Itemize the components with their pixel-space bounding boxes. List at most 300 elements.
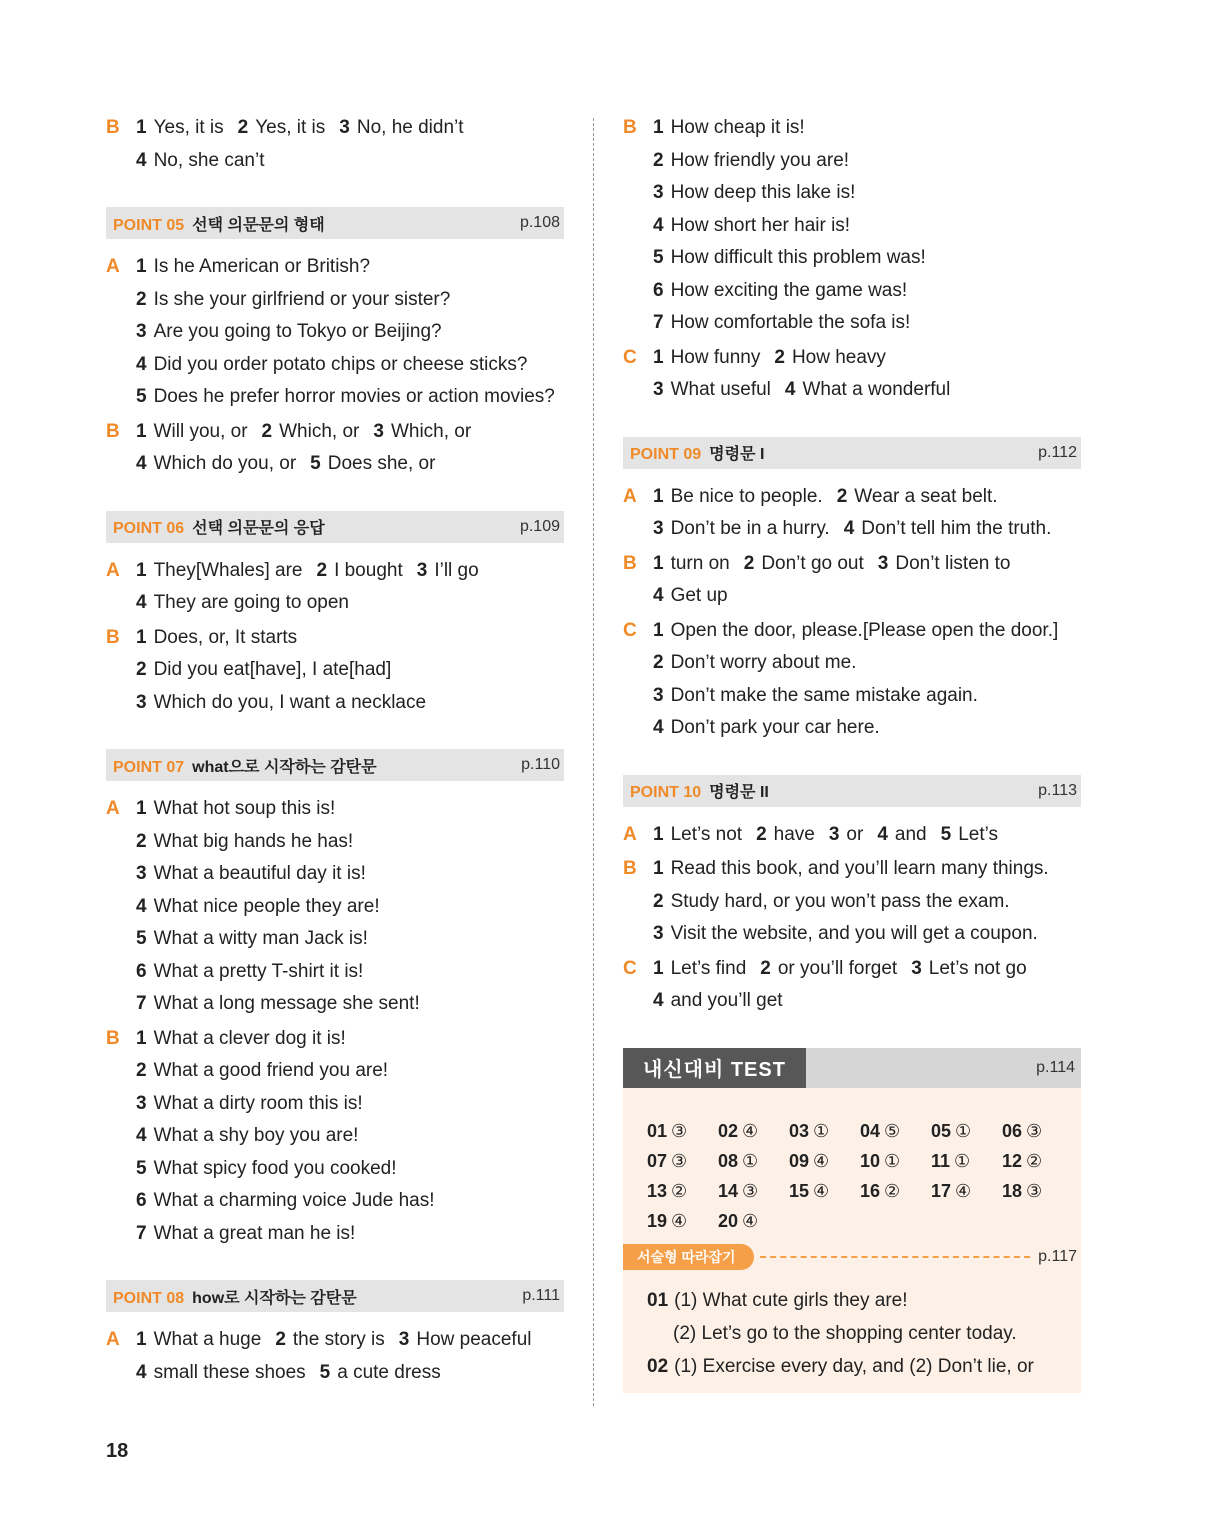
item-text: Are you going to Tokyo or Beijing? — [153, 321, 442, 342]
item-text: Wear a seat belt. — [854, 485, 998, 507]
item-text: a cute dress — [337, 1361, 441, 1383]
answer-line — [653, 680, 1081, 713]
answer-line — [136, 112, 564, 145]
item-text: Don’t be in a hurry. — [670, 518, 830, 539]
answer-line — [653, 177, 1081, 210]
right-column — [623, 112, 1081, 1393]
answer-line — [653, 242, 1081, 275]
answer-line — [653, 513, 1081, 546]
answer-group — [106, 1324, 564, 1389]
item-text: What a shy boy you are! — [153, 1125, 359, 1146]
answer-line — [136, 381, 564, 414]
answer-item — [837, 486, 998, 507]
answer-item — [653, 215, 850, 236]
page-ref: p.113 — [1038, 781, 1077, 799]
group-letter: B — [623, 117, 637, 138]
answer-item — [262, 421, 360, 442]
item-number: 1 — [136, 117, 147, 138]
answer-item — [136, 1093, 363, 1114]
answer-item — [136, 354, 527, 375]
test-answer — [1002, 1178, 1073, 1204]
page-ref: p.111 — [522, 1287, 560, 1304]
answer-choice: ③ — [671, 1120, 688, 1141]
section-header — [106, 207, 564, 239]
group-letter: B — [106, 1027, 120, 1049]
item-number: 1 — [653, 117, 664, 138]
answer-item — [136, 421, 248, 442]
item-number: 4 — [653, 214, 664, 236]
test-answer — [718, 1208, 789, 1234]
answer-line — [136, 145, 564, 178]
item-text: What a witty man Jack is! — [153, 928, 368, 949]
section-title: 선택 의문문의 형태 — [192, 216, 325, 234]
test-answer — [860, 1118, 931, 1144]
item-text: Don’t make the same mistake again. — [670, 684, 978, 706]
item-text: Will you, or — [153, 420, 248, 442]
section-title: how로 시작하는 감탄문 — [192, 1289, 357, 1307]
answer-item — [653, 891, 1010, 912]
answer-choice: ③ — [742, 1180, 759, 1201]
answer-item — [653, 280, 907, 301]
item-text: Read this book, and you’ll learn many things. — [670, 858, 1049, 879]
item-text: Is he American or British? — [153, 256, 371, 277]
answer-item — [136, 256, 370, 277]
item-number: 5 — [940, 823, 952, 845]
section-title-wrap — [630, 441, 764, 464]
answer-line — [653, 886, 1081, 919]
answer-item — [877, 824, 926, 845]
section-title-wrap — [113, 515, 325, 538]
test-answer — [647, 1148, 718, 1174]
answer-item — [136, 1125, 358, 1146]
answer-item — [136, 289, 450, 310]
item-text: have — [773, 823, 815, 845]
answer-choice: ② — [671, 1180, 688, 1201]
item-number: 3 — [653, 923, 664, 944]
item-text: Don’t worry about me. — [670, 652, 857, 673]
item-number: 3 — [653, 182, 664, 203]
answer-item — [653, 824, 742, 845]
left-top-block — [106, 112, 564, 177]
item-number: 2 — [136, 1060, 147, 1081]
answer-group — [623, 112, 1081, 340]
group-letter: A — [106, 798, 120, 819]
item-text: How friendly you are! — [670, 149, 850, 171]
group-letter: C — [623, 619, 637, 641]
answer-item — [653, 486, 823, 507]
answer-item — [653, 379, 771, 400]
writing-text: (2) Let’s go to the shopping center today. — [673, 1322, 1017, 1344]
right-top-block — [623, 112, 1081, 407]
answer-item — [136, 928, 368, 949]
answer-group — [623, 853, 1081, 951]
item-number: 3 — [136, 863, 147, 884]
writing-text: (1) Exercise every day, and (2) Don’t lie, or — [674, 1355, 1034, 1377]
writing-number: 02 — [647, 1355, 669, 1377]
item-text: How cheap it is! — [670, 117, 805, 138]
answer-line — [136, 1357, 564, 1390]
item-number: 4 — [784, 379, 796, 400]
item-number: 1 — [136, 798, 147, 819]
question-number: 03 — [789, 1120, 810, 1141]
item-text: Don’t listen to — [895, 552, 1011, 574]
item-text: What a beautiful day it is! — [153, 863, 366, 884]
item-text: What a wonderful — [802, 379, 951, 400]
item-text: Which, or — [279, 420, 360, 442]
test-answer — [931, 1148, 1002, 1174]
item-number: 3 — [136, 321, 147, 342]
item-text: Don’t park your car here. — [670, 717, 880, 738]
item-number: 3 — [136, 691, 147, 713]
item-number: 1 — [653, 552, 664, 574]
group-letter: C — [623, 957, 637, 979]
item-number: 2 — [653, 149, 664, 171]
answer-item — [653, 717, 880, 738]
item-text: What a long message she sent! — [153, 993, 420, 1014]
answer-item — [136, 961, 363, 982]
answer-item — [136, 1158, 397, 1179]
answer-line — [136, 858, 564, 891]
item-number: 4 — [136, 592, 147, 613]
item-number: 2 — [756, 823, 767, 845]
answer-line — [653, 145, 1081, 178]
item-number: 4 — [136, 149, 147, 171]
item-text: Don’t go out — [761, 552, 864, 574]
item-number: 7 — [136, 1222, 147, 1244]
answer-group — [623, 548, 1081, 613]
point-section — [623, 775, 1081, 1018]
item-number: 4 — [877, 823, 888, 845]
answer-group — [106, 622, 564, 720]
answer-item — [653, 620, 1058, 641]
answer-line — [653, 548, 1081, 581]
answer-item — [136, 798, 335, 819]
test-answer — [789, 1118, 860, 1144]
answer-choice: ① — [742, 1150, 759, 1171]
test-answer — [718, 1148, 789, 1174]
answer-item — [136, 993, 420, 1014]
answer-line — [136, 284, 564, 317]
answer-line — [653, 112, 1081, 145]
writing-answers — [647, 1284, 1061, 1383]
item-text: Let’s find — [670, 957, 747, 979]
item-text: What a good friend you are! — [153, 1060, 389, 1081]
item-text: small these shoes — [153, 1361, 306, 1383]
question-number: 14 — [718, 1180, 739, 1201]
answer-line — [653, 819, 1081, 852]
item-text: Which do you, or — [153, 453, 297, 474]
item-text: How peaceful — [416, 1329, 532, 1350]
item-text: No, he didn’t — [356, 117, 464, 138]
left-sections — [106, 207, 564, 1389]
answer-line — [136, 1185, 564, 1218]
section-title: what으로 시작하는 감탄문 — [192, 758, 377, 776]
answer-line — [136, 316, 564, 349]
question-number: 09 — [789, 1150, 810, 1171]
answer-choice: ④ — [813, 1180, 830, 1201]
item-number: 4 — [136, 1361, 147, 1383]
item-number: 2 — [836, 485, 848, 507]
answer-item — [136, 896, 380, 917]
answer-item — [653, 312, 910, 333]
answer-group — [106, 793, 564, 1021]
point-section — [106, 749, 564, 1250]
test-answer — [931, 1178, 1002, 1204]
answer-item — [941, 824, 998, 845]
answer-choice: ② — [1026, 1150, 1043, 1171]
test-answer — [718, 1178, 789, 1204]
answer-choice: ③ — [1026, 1180, 1043, 1201]
item-text: How difficult this problem was! — [670, 247, 926, 268]
question-number: 02 — [718, 1120, 739, 1141]
item-text: How short her hair is! — [670, 214, 851, 236]
answer-item — [653, 923, 1038, 944]
point-label: POINT 09 — [630, 446, 702, 463]
answer-line — [136, 448, 564, 481]
answer-choice: ① — [884, 1150, 901, 1171]
answer-item — [844, 518, 1052, 539]
question-number: 18 — [1002, 1180, 1023, 1201]
item-number: 3 — [653, 518, 664, 539]
answer-choice: ② — [884, 1180, 901, 1201]
answer-item — [744, 553, 864, 574]
item-text: I bought — [334, 559, 403, 581]
answer-item — [136, 1028, 346, 1049]
answer-item — [136, 831, 353, 852]
section-header — [623, 775, 1081, 807]
test-answer — [647, 1118, 718, 1144]
answer-item — [774, 347, 886, 368]
answer-line — [136, 793, 564, 826]
item-number: 1 — [653, 485, 664, 507]
answer-item — [756, 824, 815, 845]
section-title: 명령문 II — [709, 784, 769, 801]
answer-choice: ③ — [671, 1150, 688, 1171]
section-header — [106, 749, 564, 781]
item-number: 7 — [653, 312, 664, 333]
answer-line — [653, 647, 1081, 680]
item-text: Open the door, please.[Please open the door.] — [670, 619, 1059, 641]
answer-line — [136, 1088, 564, 1121]
item-number: 5 — [319, 1361, 331, 1383]
group-letter: B — [106, 626, 120, 648]
section-title-wrap — [113, 754, 377, 777]
writing-page-ref: p.117 — [1038, 1247, 1077, 1265]
answer-item — [653, 858, 1049, 879]
item-number: 1 — [653, 619, 664, 641]
item-text: Which do you, I want a necklace — [153, 691, 427, 713]
item-number: 4 — [843, 518, 855, 539]
question-number: 15 — [789, 1180, 810, 1201]
item-text: How funny — [670, 346, 761, 368]
item-text: What nice people they are! — [153, 895, 380, 917]
section-header — [623, 437, 1081, 469]
answer-item — [653, 150, 849, 171]
item-text: Does he prefer horror movies or action movies? — [153, 386, 555, 407]
item-number: 1 — [136, 420, 147, 442]
answer-item — [136, 117, 224, 138]
answer-item — [136, 659, 391, 680]
answer-line — [653, 853, 1081, 886]
item-number: 1 — [653, 957, 664, 979]
item-number: 2 — [275, 1329, 286, 1350]
answer-choice: ① — [955, 1120, 972, 1141]
item-text: and you’ll get — [670, 990, 783, 1011]
answer-item — [785, 379, 950, 400]
answer-item — [399, 1329, 532, 1350]
item-text: the story is — [292, 1329, 385, 1350]
answer-line — [136, 1324, 564, 1357]
answer-line — [136, 826, 564, 859]
item-text: Yes, it is — [153, 117, 224, 138]
answer-line — [653, 580, 1081, 613]
item-number: 2 — [316, 559, 328, 581]
answer-group — [623, 481, 1081, 546]
answer-group — [623, 615, 1081, 745]
group-letter: A — [106, 559, 120, 581]
answer-line — [653, 307, 1081, 340]
question-number: 10 — [860, 1150, 881, 1171]
answer-item — [653, 518, 830, 539]
answer-choice: ④ — [671, 1210, 688, 1231]
item-number: 4 — [653, 585, 664, 606]
item-text: Does she, or — [327, 453, 436, 474]
question-number: 08 — [718, 1150, 739, 1171]
item-text: How heavy — [791, 346, 886, 368]
answer-line — [653, 918, 1081, 951]
item-number: 5 — [136, 928, 147, 949]
answer-choice: ④ — [742, 1210, 759, 1231]
test-answer — [860, 1148, 931, 1174]
test-answer — [789, 1178, 860, 1204]
section-title-wrap — [630, 779, 769, 802]
item-text: What hot soup this is! — [153, 798, 336, 819]
question-number: 16 — [860, 1180, 881, 1201]
answer-line — [136, 654, 564, 687]
answer-item — [136, 1190, 435, 1211]
answer-line — [136, 1120, 564, 1153]
answer-item — [136, 150, 264, 171]
question-number: 07 — [647, 1150, 668, 1171]
item-number: 2 — [774, 346, 785, 368]
writing-header — [623, 1244, 1081, 1270]
test-answer — [647, 1178, 718, 1204]
answer-item — [136, 1362, 306, 1383]
item-text: What a charming voice Jude has! — [153, 1190, 435, 1211]
question-number: 11 — [931, 1150, 951, 1171]
answer-line — [136, 891, 564, 924]
test-header — [623, 1048, 1081, 1088]
item-text: Yes, it is — [255, 117, 326, 138]
writing-line — [647, 1350, 1061, 1383]
answer-line — [653, 342, 1081, 375]
item-number: 3 — [828, 823, 840, 845]
item-number: 1 — [136, 1027, 147, 1049]
item-text: Get up — [670, 585, 728, 606]
answer-choice: ⑤ — [884, 1120, 901, 1141]
dashed-rule — [760, 1256, 1031, 1258]
item-number: 1 — [136, 559, 147, 581]
point-section — [623, 437, 1081, 745]
answer-choice: ③ — [1026, 1120, 1043, 1141]
item-number: 3 — [136, 1092, 147, 1114]
item-text: They[Whales] are — [153, 559, 303, 581]
answer-item — [136, 1223, 355, 1244]
answer-item — [136, 1060, 388, 1081]
answer-item — [653, 553, 730, 574]
item-text: No, she can’t — [153, 149, 265, 171]
item-text: What spicy food you cooked! — [153, 1157, 397, 1179]
point-label: POINT 06 — [113, 520, 185, 537]
writing-text: (1) What cute girls they are! — [674, 1289, 908, 1311]
answer-item — [760, 958, 897, 979]
item-text: Did you order potato chips or cheese sticks? — [153, 353, 528, 375]
answer-line — [136, 1153, 564, 1186]
answer-item — [275, 1329, 384, 1350]
answer-choice: ④ — [742, 1120, 759, 1141]
group-letter: A — [623, 823, 637, 845]
item-text: How deep this lake is! — [670, 182, 856, 203]
point-label: POINT 10 — [630, 784, 702, 801]
item-text: Let’s — [958, 823, 998, 845]
item-number: 3 — [911, 957, 922, 979]
item-number: 2 — [261, 420, 273, 442]
item-text: or — [846, 823, 864, 845]
item-number: 1 — [653, 346, 664, 368]
item-number: 1 — [136, 256, 147, 277]
answer-line — [136, 687, 564, 720]
item-number: 3 — [339, 117, 350, 138]
question-number: 20 — [718, 1210, 739, 1231]
answer-item — [238, 117, 326, 138]
item-number: 5 — [136, 386, 147, 407]
group-letter: C — [623, 346, 637, 368]
answer-item — [136, 692, 426, 713]
answer-line — [653, 712, 1081, 745]
group-letter: A — [106, 1329, 120, 1350]
answer-line — [653, 615, 1081, 648]
answer-choice: ① — [813, 1120, 830, 1141]
test-page-ref: p.114 — [1036, 1058, 1075, 1076]
answer-line — [136, 1023, 564, 1056]
item-number: 2 — [653, 652, 664, 673]
item-number: 5 — [310, 453, 321, 474]
item-text: Which, or — [390, 420, 472, 442]
group-letter: B — [623, 552, 637, 574]
answer-item — [653, 958, 746, 979]
section-title: 명령문 I — [709, 446, 765, 463]
point-section — [106, 207, 564, 481]
item-text: Don’t tell him the truth. — [861, 518, 1052, 539]
answer-line — [653, 210, 1081, 243]
answer-item — [320, 1362, 441, 1383]
item-number: 7 — [136, 993, 147, 1014]
test-answer — [647, 1208, 718, 1234]
answer-item — [136, 321, 442, 342]
answer-line — [136, 587, 564, 620]
answer-item — [136, 592, 349, 613]
item-text: How exciting the game was! — [670, 279, 908, 301]
item-text: They are going to open — [153, 592, 349, 613]
item-text: Did you eat[have], I ate[had] — [153, 659, 392, 680]
answer-item — [653, 585, 728, 606]
answer-group — [623, 342, 1081, 407]
answer-item — [417, 560, 479, 581]
item-number: 4 — [136, 1125, 147, 1146]
question-number: 06 — [1002, 1120, 1023, 1141]
point-label: POINT 05 — [113, 216, 185, 234]
answer-line — [136, 956, 564, 989]
